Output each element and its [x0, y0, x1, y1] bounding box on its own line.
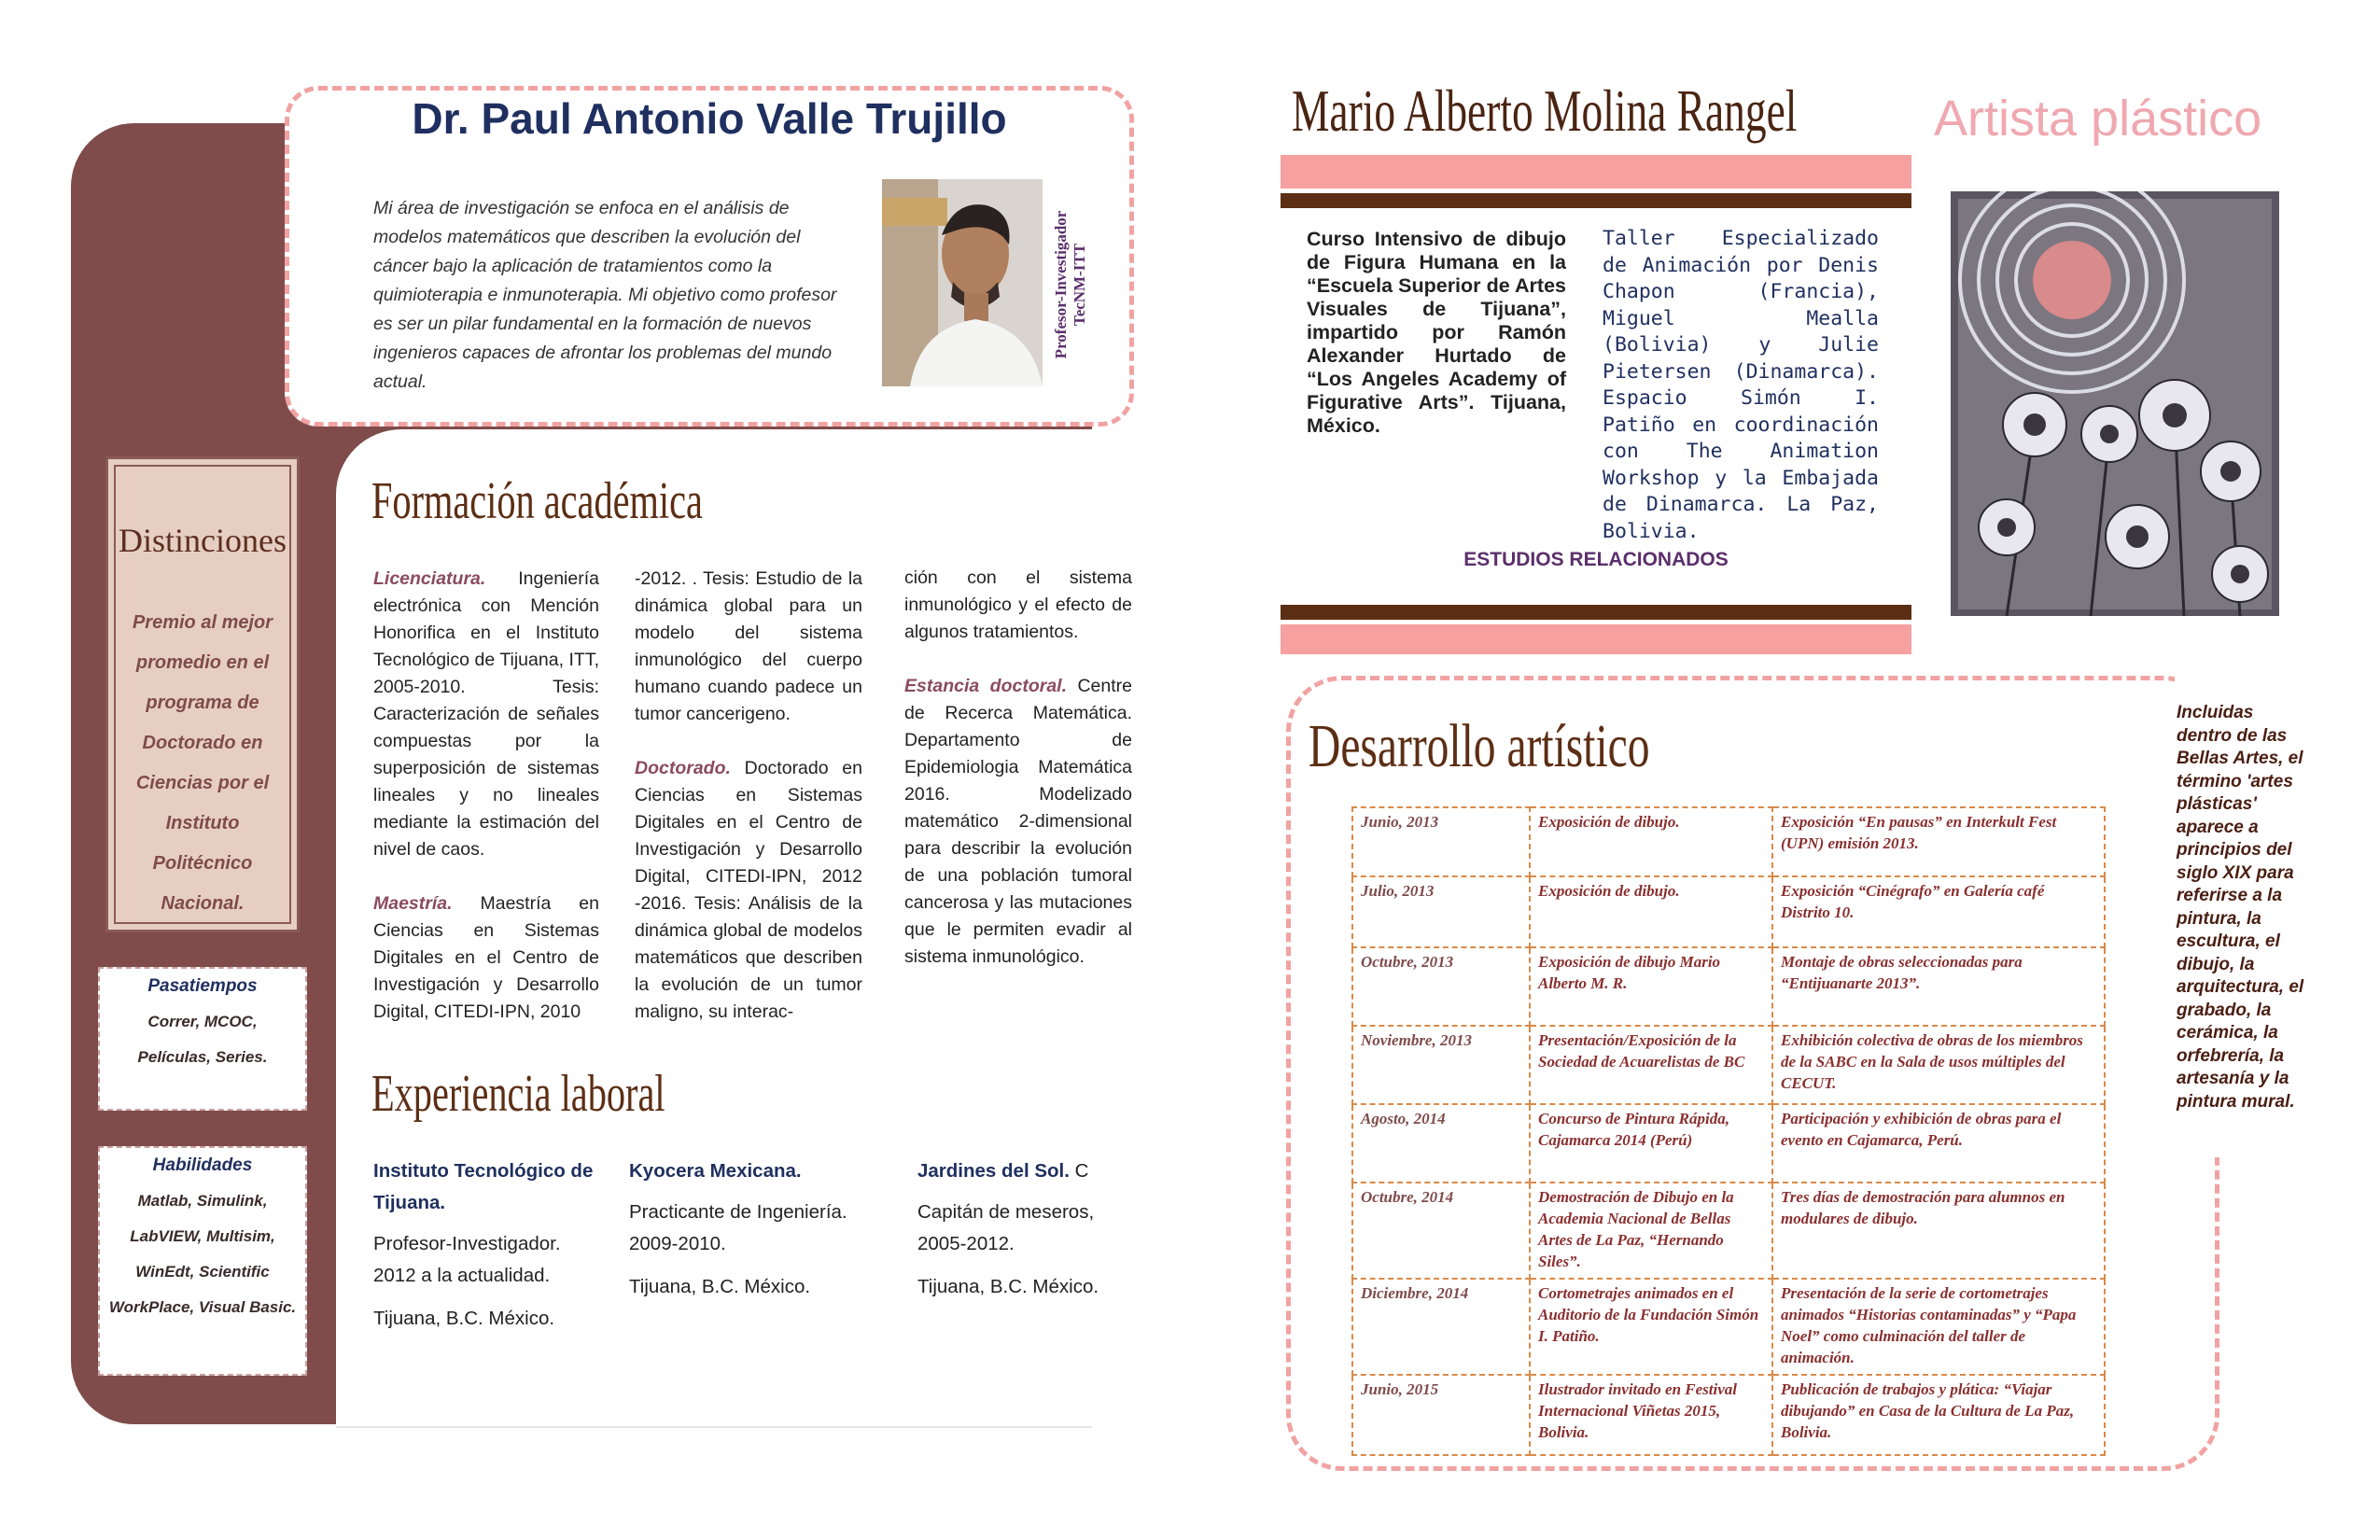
role-line-1: Profesor-Investigador	[1052, 210, 1070, 359]
table-row	[1352, 1375, 2105, 1455]
table-cell-desc: Exposición “Cinégrafo” en Galería café Distrito 10.	[1772, 876, 2105, 947]
maestria-text-cont: -2012. . Tesis: Estudio de la dinámica global para un modelo del sistema inmunológico del cuerpo humano cuando padece un tumor cancerigeno.	[635, 568, 862, 724]
studies-left-text: Curso Intensivo de dibujo de Figura Humana en la “Escuela Superior de Artes Visuales de Tijuana”, impartido por Ramón Alexander Hurtado de “Los Angeles Academy of Figurative Arts”. Tijuana, México.	[1307, 228, 1566, 437]
skills-text: Matlab, Simulink, LabVIEW, Multisim, WinEdt, Scientific WorkPlace, Visual Basic.	[108, 1192, 297, 1316]
doctorado-text: Doctorado en Ciencias en Sistemas Digitales en el Centro de Investigación y Desarrollo Digital, CITEDI-IPN, 2012 -2016. Tesis: Análisis de la dinámica global de modelos matemáticos que describen la evolución de un tumor maligno, su interac-	[635, 758, 862, 1022]
studies-right-text: Taller Especializado de Animación por Denis Chapon (Francia), Miguel Mealla (Bolivia) y Julie Pietersen (Dinamarca). Espacio Simón I. Patiño en coordinación con The Animation Workshop y la Embajada de Dinamarca. La Paz, Bolivia.	[1603, 227, 1879, 543]
table-cell-type: Exposición de dibujo.	[1530, 876, 1772, 947]
table-cell-desc: Presentación de la serie de cortometrajes animados “Historias contaminadas” y “Papa Noel” como culminación del taller de animación.	[1772, 1279, 2105, 1375]
doctorado-text-cont: ción con el sistema inmunológico y el efecto de algunos tratamientos.	[904, 567, 1132, 642]
job-title: Kyocera Mexicana.	[629, 1160, 802, 1182]
table-row	[1352, 947, 2105, 1026]
job-entry	[373, 1155, 616, 1335]
table-cell-date: Octubre, 2014	[1352, 1183, 1530, 1279]
table-cell-desc: Publicación de trabajos y plática: “Viajar dibujando” en Casa de la Cultura de La Paz, Bolivia.	[1772, 1375, 2105, 1455]
job-entry	[917, 1155, 1141, 1303]
education-column-1	[373, 566, 599, 1026]
hobbies-text: Correr, MCOC, Películas, Series.	[137, 1013, 268, 1066]
job-role: Practicante de Ingeniería.	[629, 1201, 847, 1223]
job-entry	[629, 1155, 872, 1303]
hobbies-card	[98, 967, 307, 1111]
job-title-suffix: C	[1069, 1160, 1089, 1182]
table-cell-date: Agosto, 2014	[1352, 1104, 1530, 1183]
table-cell-date: Julio, 2013	[1352, 876, 1530, 947]
job-period: 2012 a la actualidad.	[373, 1265, 551, 1286]
table-row	[1352, 807, 2105, 876]
estancia-label: Estancia doctoral.	[904, 676, 1068, 696]
table-cell-date: Junio, 2013	[1352, 807, 1530, 876]
education-column-2	[635, 566, 862, 1026]
licenciatura-text: Ingeniería electrónica con Mención Honorifica en el Instituto Tecnológico de Tijuana, ITT, 2005-2010. Tesis: Caracterización de señales compuestas por la superposición de sistemas lineales y no lineales mediante la estimación del nivel de caos.	[373, 568, 599, 860]
table-cell-date: Octubre, 2013	[1352, 947, 1530, 1026]
estancia-text: Centre de Recerca Matemática. Departamento de Epidemiologia Matemática 2016. Modelizado matemático 2-dimensional para describir la evolución de una población tumoral cancerosa y las mutaciones que le permiten evadir al sistema inmunológico.	[904, 676, 1133, 967]
skills-title: Habilidades	[152, 1155, 253, 1175]
job-place: Tijuana, B.C. México.	[917, 1276, 1099, 1297]
table-cell-desc: Participación y exhibición de obras para el evento en Cajamarca, Perú.	[1772, 1104, 2105, 1183]
table-row	[1352, 1026, 2105, 1104]
table-cell-type: Presentación/Exposición de la Sociedad de Acuarelistas de BC	[1530, 1026, 1772, 1104]
table-cell-type: Concurso de Pintura Rápida, Cajamarca 2014 (Perú)	[1530, 1104, 1772, 1183]
job-title: Instituto Tecnológico de Tijuana.	[373, 1160, 594, 1213]
table-cell-type: Exposición de dibujo Mario Alberto M. R.	[1530, 947, 1772, 1026]
table-cell-desc: Exhibición colectiva de obras de los miembros de la SABC en la Sala de usos múltiples del CECUT.	[1772, 1026, 2105, 1104]
studies-label: ESTUDIOS RELACIONADOS	[1463, 549, 1729, 570]
job-role: Profesor-Investigador.	[373, 1233, 561, 1254]
artist-role: Artista plástico	[1934, 91, 2262, 147]
skills-card	[98, 1146, 307, 1376]
table-cell-date: Diciembre, 2014	[1352, 1279, 1530, 1375]
education-heading: Formación académica	[371, 472, 703, 530]
brown-bar	[1281, 193, 1911, 208]
table-cell-desc: Exposición “En pausas” en Interkult Fest (UPN) emisión 2013.	[1772, 807, 2105, 876]
job-place: Tijuana, B.C. México.	[629, 1276, 811, 1297]
maestria-label: Maestría.	[373, 893, 453, 914]
table-row	[1352, 876, 2105, 947]
artwork-image	[1951, 191, 2279, 616]
job-place: Tijuana, B.C. México.	[373, 1308, 555, 1329]
job-title: Jardines del Sol.	[917, 1160, 1070, 1182]
table-cell-date: Noviembre, 2013	[1352, 1026, 1530, 1104]
experience-heading: Experiencia laboral	[371, 1065, 665, 1123]
role-line-2: TecNM-ITT	[1071, 243, 1088, 327]
maestria-text: Maestría en Ciencias en Sistemas Digitales en el Centro de Investigación y Desarrollo Digital, CITEDI-IPN, 2010	[373, 893, 599, 1022]
table-cell-type: Cortometrajes animados en el Auditorio de la Fundación Simón I. Patiño.	[1530, 1279, 1772, 1375]
distinctions-text: Premio al mejor promedio en el programa de Doctorado en Ciencias por el Instituto Politécnico Nacional.	[132, 612, 273, 914]
distinctions-title: Distinciones	[119, 522, 287, 559]
hobbies-title: Pasatiempos	[147, 976, 258, 996]
job-role: Capitán de meseros,	[917, 1201, 1095, 1223]
pink-bar	[1281, 155, 1911, 189]
table-cell-type: Ilustrador invitado en Festival Internacional Viñetas 2015, Bolivia.	[1530, 1375, 1772, 1455]
table-cell-type: Exposición de dibujo.	[1530, 807, 1772, 876]
table-cell-date: Junio, 2015	[1352, 1375, 1530, 1455]
licenciatura-label: Licenciatura.	[373, 568, 486, 589]
vertical-role-label	[1043, 201, 1098, 369]
artist-name: Mario Alberto Molina Rangel	[1292, 77, 1798, 144]
education-column-3	[904, 565, 1132, 971]
job-period: 2005-2012.	[917, 1233, 1015, 1254]
table-row	[1352, 1104, 2105, 1183]
table-row	[1352, 1183, 2105, 1279]
profile-bio: Mi área de investigación se enfoca en el análisis de modelos matemáticos que describen la evolución del cáncer bajo la aplicación de tratamientos como la quimioterapia e inmunoterapia. Mi objetivo como profesor es ser un pilar fundamental en la formación de nuevos ingenieros capaces de afrontar los problemas del mundo actual.	[373, 198, 837, 392]
portrait-photo	[882, 179, 1043, 386]
job-period: 2009-2010.	[629, 1233, 726, 1254]
profile-name: Dr. Paul Antonio Valle Trujillo	[412, 94, 1007, 143]
table-cell-desc: Tres días de demostración para alumnos en modulares de dibujo.	[1772, 1183, 2105, 1279]
art-heading: Desarrollo artístico	[1309, 712, 1650, 780]
divider	[336, 1426, 1092, 1428]
side-note: Incluidas dentro de las Bellas Artes, el término 'artes plásticas' aparece a principios del siglo XIX para referirse a la pintura, la escultura, el dibujo, la arquitectura, el grabado, la cerámica, la orfebrería, la artesanía y la pintura mural.	[2177, 703, 2304, 1112]
brown-bar	[1281, 605, 1911, 620]
table-cell-type: Demostración de Dibujo en la Academia Nacional de Bellas Artes de La Paz, “Hernando Siles”.	[1530, 1183, 1772, 1279]
table-row	[1352, 1279, 2105, 1375]
table-cell-desc: Montaje de obras seleccionadas para “Entijuanarte 2013”.	[1772, 947, 2105, 1026]
art-table	[1351, 806, 2106, 1456]
doctorado-label: Doctorado.	[635, 758, 731, 778]
pink-bar	[1281, 624, 1911, 654]
